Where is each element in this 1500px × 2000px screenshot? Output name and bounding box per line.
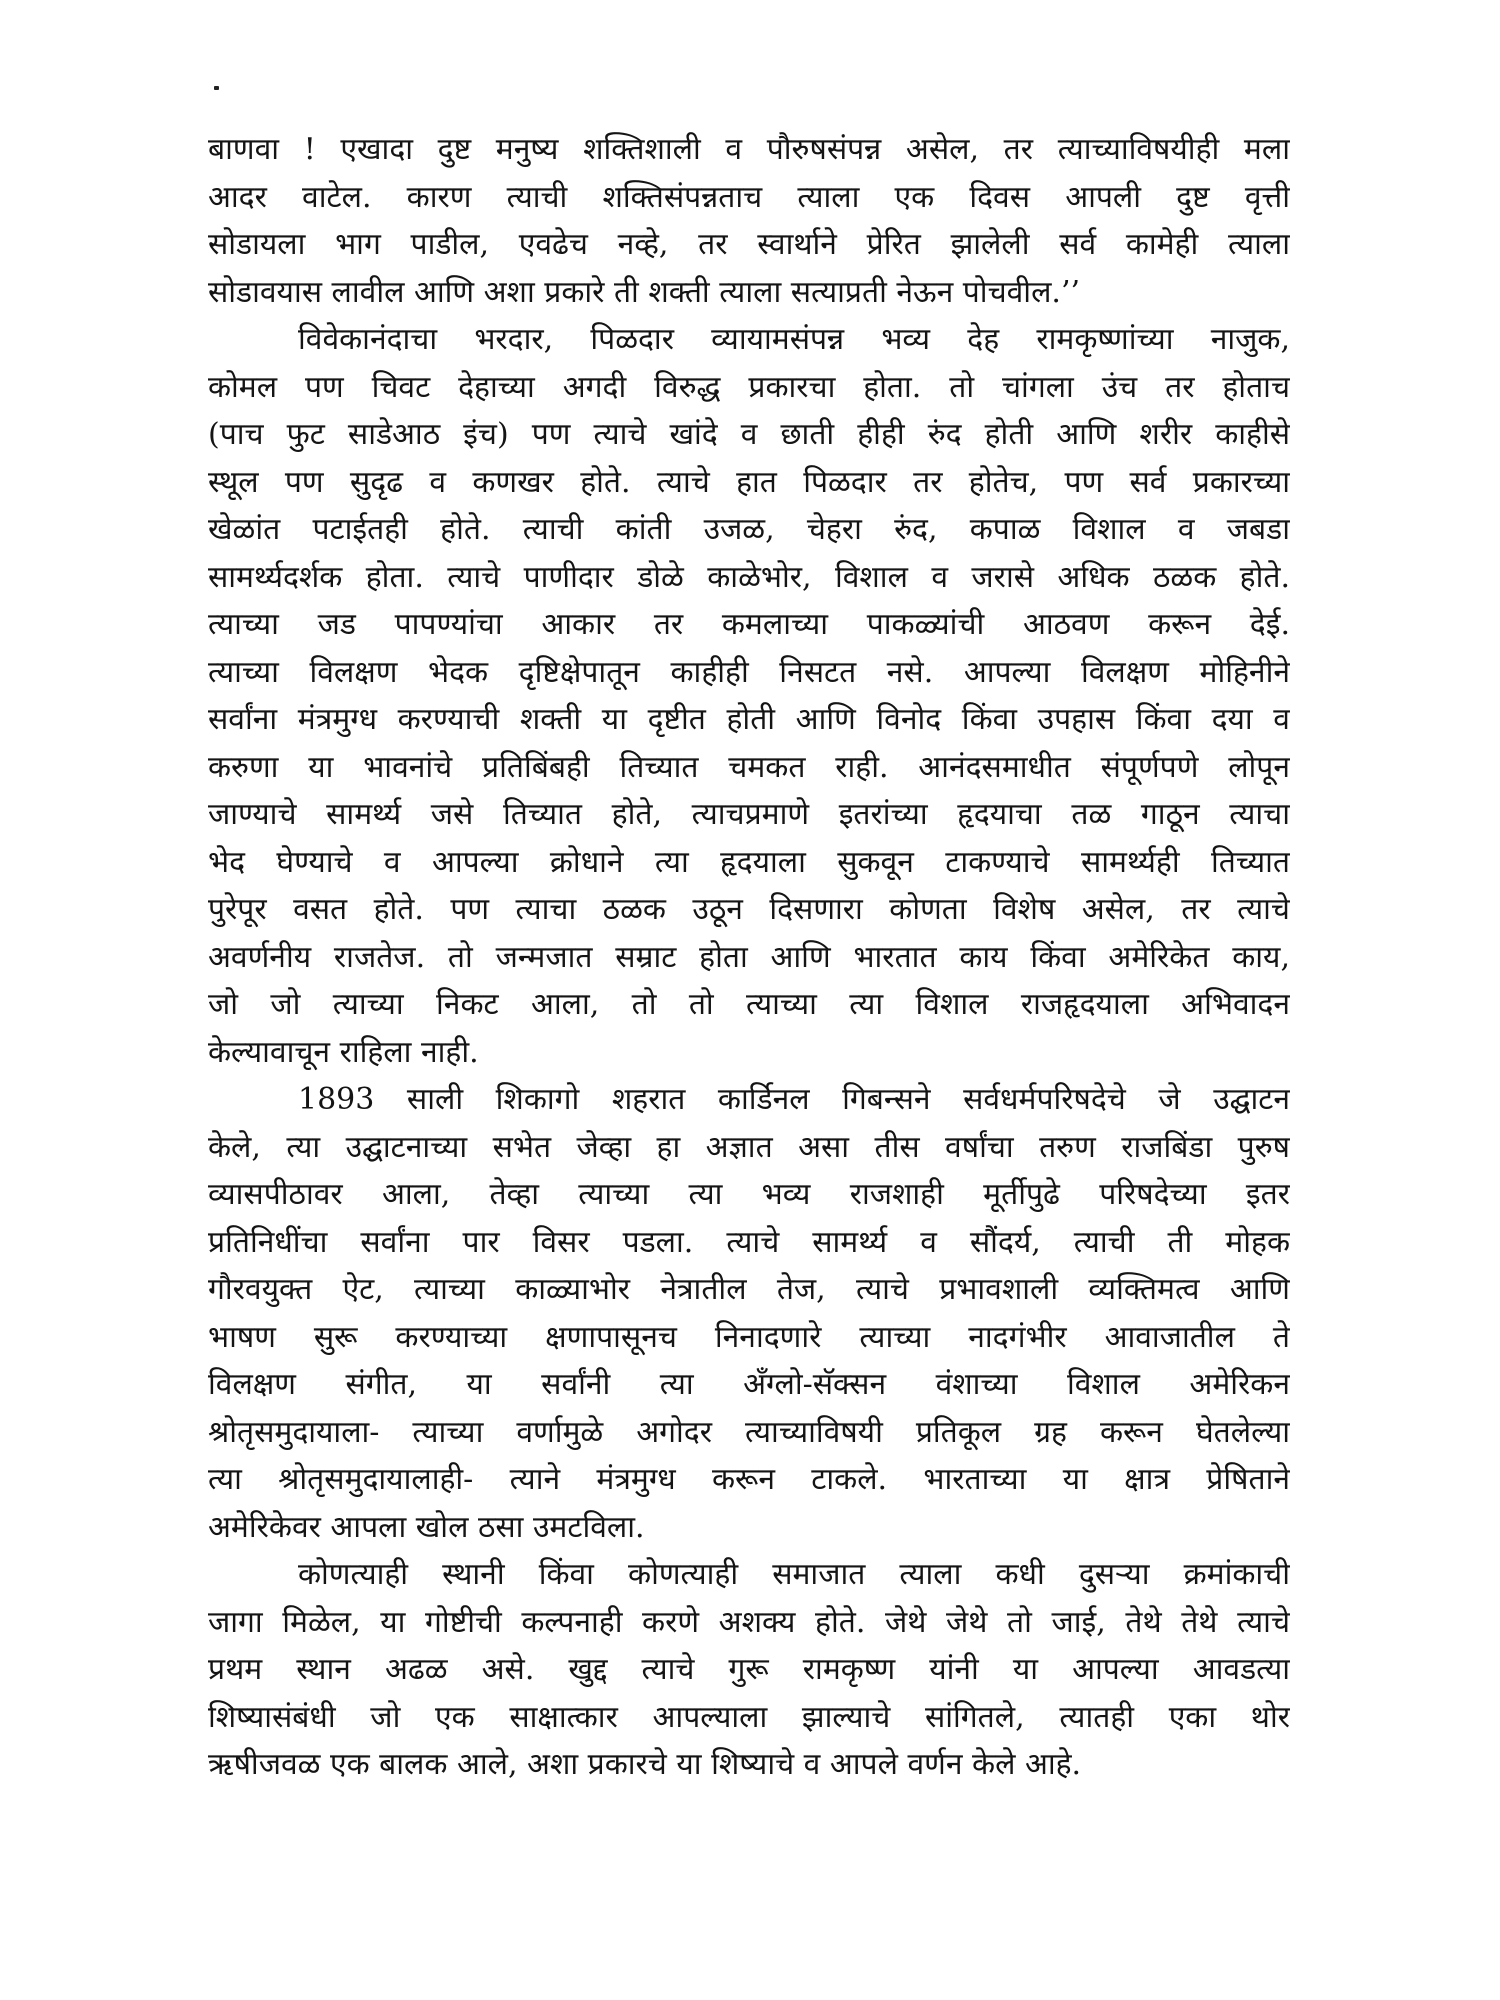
text-line: शिष्यासंबंधी जो एक साक्षात्कार आपल्याला झाल्याचे सांगितले, त्यातही एका थोर <box>208 1699 1290 1735</box>
text-line: ऋषीजवळ एक बालक आले, अशा प्रकारचे या शिष्याचे व आपले वर्णन केले आहे. <box>208 1747 1082 1782</box>
text-line: बाणवा ! एखादा दुष्ट मनुष्य शक्तिशाली व पौरुषसंपन्न असेल, तर त्याच्याविषयीही मला <box>208 132 1290 167</box>
text-line: गौरवयुक्त ऐट, त्याच्या काळ्याभोर नेत्रातील तेज, त्याचे प्रभावशाली व्यक्तिमत्व आणि <box>208 1272 1290 1307</box>
text-line: श्रोतृसमुदायाला- त्याच्या वर्णामुळे अगोदर त्याच्याविषयी प्रतिकूल ग्रह करून घेतलेल्या <box>208 1414 1290 1450</box>
text-line: जो जो त्याच्या निकट आला, तो तो त्याच्या त्या विशाल राजहृदयाला अभिवादन <box>208 987 1290 1022</box>
text-line: केल्यावाचून राहिला नाही. <box>208 1034 479 1070</box>
text-line: सर्वांना मंत्रमुग्ध करण्याची शक्ती या दृष्टीत होती आणि विनोद किंवा उपहास किंवा दया व <box>208 702 1290 737</box>
text-line: अमेरिकेवर आपला खोल ठसा उमटविला. <box>208 1509 645 1545</box>
text-line: प्रथम स्थान अढळ असे. खुद्द त्याचे गुरू रामकृष्ण यांनी या आपल्या आवडत्या <box>208 1652 1290 1687</box>
text-line: केले, त्या उद्घाटनाच्या सभेत जेव्हा हा अज्ञात असा तीस वर्षांचा तरुण राजबिंडा पुरुष <box>208 1129 1290 1165</box>
text-line: कोणत्याही स्थानी किंवा कोणत्याही समाजात त्याला कधी दुसऱ्या क्रमांकाची <box>298 1557 1290 1592</box>
text-line: जागा मिळेल, या गोष्टीची कल्पनाही करणे अशक्य होते. जेथे जेथे तो जाई, तेथे तेथे त्याचे <box>208 1604 1290 1640</box>
paragraph <box>208 1551 1290 1789</box>
stray-mark <box>214 86 219 90</box>
text-line: (पाच फुट साडेआठ इंच) पण त्याचे खांदे व छाती हीही रुंद होती आणि शरीर काहीसे <box>208 417 1290 452</box>
paragraph <box>208 126 1290 316</box>
text-line: अवर्णनीय राजतेज. तो जन्मजात सम्राट होता आणि भारतात काय किंवा अमेरिकेत काय, <box>208 939 1290 975</box>
paragraph <box>208 1076 1290 1551</box>
paragraph <box>208 316 1290 1076</box>
text-line: जाण्याचे सामर्थ्य जसे तिच्यात होते, त्याचप्रमाणे इतरांच्या हृदयाचा तळ गाठून त्याचा <box>208 797 1290 832</box>
text-line: स्थूल पण सुदृढ व कणखर होते. त्याचे हात पिळदार तर होतेच, पण सर्व प्रकारच्या <box>208 464 1290 500</box>
text-line: प्रतिनिधींचा सर्वांना पार विसर पडला. त्याचे सामर्थ्य व सौंदर्य, त्याची ती मोहक <box>208 1224 1290 1260</box>
text-line: विलक्षण संगीत, या सर्वांनी त्या अँग्लो-सॅक्सन वंशाच्या विशाल अमेरिकन <box>208 1367 1290 1402</box>
text-line: आदर वाटेल. कारण त्याची शक्तिसंपन्नताच त्याला एक दिवस आपली दुष्ट वृत्ती <box>208 179 1290 215</box>
text-line: भाषण सुरू करण्याच्या क्षणापासूनच निनादणारे त्याच्या नादगंभीर आवाजातील ते <box>208 1319 1290 1355</box>
text-line: पुरेपूर वसत होते. पण त्याचा ठळक उठून दिसणारा कोणता विशेष असेल, तर त्याचे <box>208 892 1290 927</box>
text-line: त्याच्या विलक्षण भेदक दृष्टिक्षेपातून काहीही निसटत नसे. आपल्या विलक्षण मोहिनीने <box>208 654 1290 690</box>
text-line: त्याच्या जड पापण्यांचा आकार तर कमलाच्या पाकळ्यांची आठवण करून देई. <box>208 607 1290 642</box>
text-line: त्या श्रोतृसमुदायालाही- त्याने मंत्रमुग्ध करून टाकले. भारताच्या या क्षात्र प्रेषिताने <box>208 1462 1290 1497</box>
body-text <box>208 126 1290 1789</box>
text-line: भेद घेण्याचे व आपल्या क्रोधाने त्या हृदयाला सुकवून टाकण्याचे सामर्थ्यही तिच्यात <box>208 844 1290 880</box>
text-line: खेळांत पटाईतही होते. त्याची कांती उजळ, चेहरा रुंद, कपाळ विशाल व जबडा <box>208 512 1290 547</box>
text-line: कोमल पण चिवट देहाच्या अगदी विरुद्ध प्रकारचा होता. तो चांगला उंच तर होताच <box>208 369 1290 405</box>
text-line: 1893 साली शिकागो शहरात कार्डिनल गिबन्सने सर्वधर्मपरिषदेचे जे उद्घाटन <box>298 1082 1290 1117</box>
text-line: करुणा या भावनांचे प्रतिबिंबही तिच्यात चमकत राही. आनंदसमाधीत संपूर्णपणे लोपून <box>208 749 1290 785</box>
text-line: सोडावयास लावील आणि अशा प्रकारे ती शक्ती त्याला सत्याप्रती नेऊन पोचवील.’’ <box>208 274 1081 310</box>
text-line: सोडायला भाग पाडील, एवढेच नव्हे, तर स्वार्थाने प्रेरित झालेली सर्व कामेही त्याला <box>208 227 1290 262</box>
text-line: सामर्थ्यदर्शक होता. त्याचे पाणीदार डोळे काळेभोर, विशाल व जरासे अधिक ठळक होते. <box>208 559 1290 595</box>
text-line: विवेकानंदाचा भरदार, पिळदार व्यायामसंपन्न भव्य देह रामकृष्णांच्या नाजुक, <box>298 322 1290 357</box>
text-line: व्यासपीठावर आला, तेव्हा त्याच्या त्या भव्य राजशाही मूर्तीपुढे परिषदेच्या इतर <box>208 1177 1290 1212</box>
